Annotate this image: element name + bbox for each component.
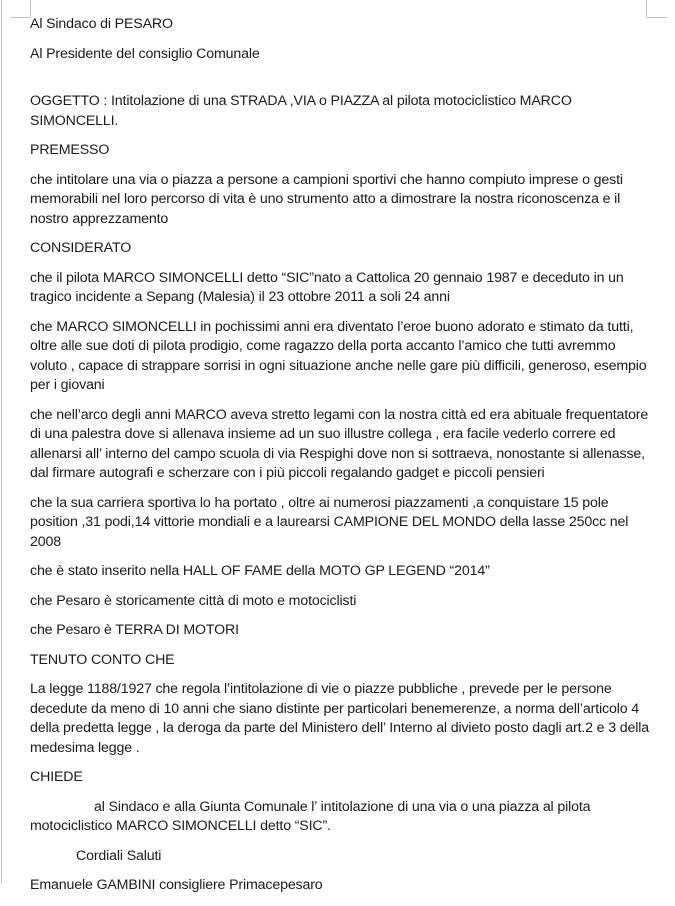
chiede-paragraph: al Sindaco e alla Giunta Comunale l’ intitolazione di una via o una piazza al pilota motociclistico MARCO SIMONCELLI detto “SIC”. bbox=[30, 798, 591, 834]
heading-premesso: PREMESSO bbox=[30, 142, 110, 158]
heading-tenuto-conto: TENUTO CONTO CHE bbox=[30, 651, 175, 668]
considerato-paragraph: che Pesaro è TERRA DI MOTORI bbox=[30, 622, 239, 638]
recipient-presidente: Al Presidente del consiglio Comunale bbox=[30, 45, 260, 62]
heading-considerato: CONSIDERATO bbox=[30, 240, 132, 256]
considerato-paragraph: che il pilota MARCO SIMONCELLI detto “SIC”nato a Cattolica 20 gennaio 1987 e deceduto in un tragico incidente a Sepang (Malesia) il 23 ottobre 2011 a soli 24 anni bbox=[30, 269, 624, 305]
document-body bbox=[30, 15, 650, 906]
closing-greeting: Cordiali Saluti bbox=[76, 847, 162, 864]
premesso-paragraph: che intitolare una via o piazza a persone a campioni sportivi che hanno compiuto imprese o gesti memorabili nel loro percorso di vita è uno strumento atto a dimostrare la nostra riconoscenza e il nostro apprezzamento bbox=[30, 171, 623, 227]
recipient-sindaco: Al Sindaco di PESARO bbox=[30, 16, 173, 32]
considerato-paragraph: che MARCO SIMONCELLI in pochissimi anni era diventato l’eroe buono adorato e stimato da tutti, oltre alle sue doti di pilota prodigio, come ragazzo della porta accanto l’amico che tutti avremmo voluto , capace di strappare sorrisi in ogni situazione anche nelle gare più difficili, generoso, esempio per i giovani bbox=[30, 318, 647, 393]
signature: Emanuele GAMBINI consigliere Primacepesaro bbox=[30, 877, 323, 893]
considerato-paragraph: che è stato inserito nella HALL OF FAME della MOTO GP LEGEND “2014” bbox=[30, 563, 490, 579]
tenuto-conto-paragraph: La legge 1188/1927 che regola l’intitolazione di vie o piazze pubbliche , prevede per le persone decedute da meno di 10 anni che siano distinte per particolari benemerenze, a norma dell’articolo 4 della predetta legge , la deroga da parte del Ministero dell’ Interno al divieto posto dagli art.2 e 3 della medesima legge . bbox=[30, 681, 649, 756]
heading-chiede: CHIEDE bbox=[30, 769, 83, 785]
considerato-paragraph: che Pesaro è storicamente città di moto e motociclisti bbox=[30, 592, 357, 609]
subject-line: OGGETTO : Intitolazione di una STRADA ,VIA o PIAZZA al pilota motociclistico MARCO SIMONCELLI. bbox=[30, 93, 572, 129]
considerato-paragraph: che nell’arco degli anni MARCO aveva stretto legami con la nostra città ed era abituale frequentatore di una palestra dove si allenava insieme ad un suo illustre collega , era facile vederlo correre ed allenarsi all’ interno del campo scuola di via Respighi dove non si sottraeva, nonostante si allenasse, dal firmare autografi e scherzare con i più piccoli regalando gadget e piccoli pensieri bbox=[30, 406, 649, 481]
crop-mark-top-left bbox=[10, 0, 31, 18]
considerato-paragraph: che la sua carriera sportiva lo ha portato , oltre ai numerosi piazzamenti ,a conquistare 15 pole position ,31 podi,14 vittorie mondiali e a laurearsi CAMPIONE DEL MONDO della lasse 250cc nel 2008 bbox=[30, 494, 629, 550]
page-left-border bbox=[1, 0, 2, 884]
